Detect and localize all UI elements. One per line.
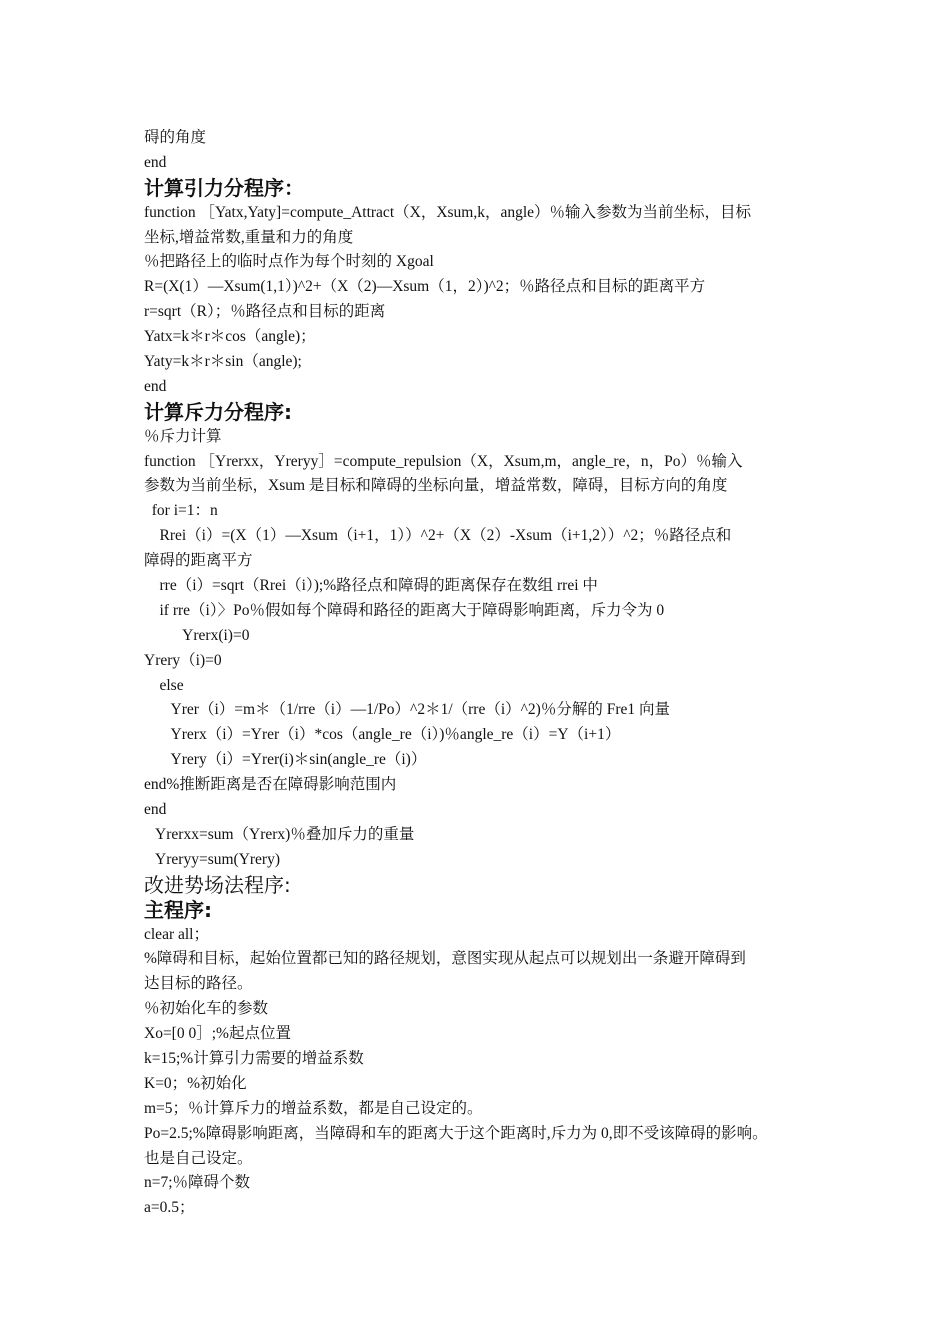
code-line: 碍的角度 xyxy=(144,129,207,146)
code-line: Po=2.5;%障碍影响距离，当障碍和车的距离大于这个距离时,斥力为 0,即不受该障碍的影响。 xyxy=(144,1124,768,1142)
code-line: m=5；％计算斥力的增益系数，都是自己设定的。 xyxy=(144,1099,483,1117)
code-line: Yrerx（i）=Yrer（i）*cos（angle_re（i）)％angle_re（i）=Y（i+1） xyxy=(144,726,621,744)
section-heading: 改进势场法程序: xyxy=(144,872,291,897)
code-line: Yrerx(i)=0 xyxy=(144,626,250,644)
code-line: 达目标的路径。 xyxy=(144,975,253,993)
code-line: Yaty=k＊r＊sin（angle); xyxy=(144,353,302,371)
code-line: R=(X(1）—Xsum(1,1）)^2+（X（2)—Xsum（1，2）)^2；％路径点和目标的距离平方 xyxy=(144,278,706,296)
code-line: if rre（i）〉Po％假如每个障碍和路径的距离大于障碍影响距离，斥力令为 0 xyxy=(144,601,665,619)
code-line: function ［Yrerxx，Yreryy］=compute_repulsion（X，Xsum,m，angle_re，n，Po）％输入 xyxy=(144,452,743,470)
code-line: K=0；%初始化 xyxy=(144,1074,247,1092)
code-line: end xyxy=(144,377,167,395)
code-line: end xyxy=(144,801,167,819)
code-line: ％斥力计算 xyxy=(144,427,222,445)
code-line: end xyxy=(144,153,167,171)
document-page xyxy=(144,126,834,1221)
code-line: 也是自己设定。 xyxy=(144,1149,253,1167)
code-line: a=0.5； xyxy=(144,1199,195,1217)
code-line: Yrery（i)=0 xyxy=(144,651,222,669)
code-line: for i=1：n xyxy=(144,502,218,520)
code-line: Rrei（i）=(X（1）—Xsum（i+1，1））^2+（X（2）-Xsum（i+1,2））^2；％路径点和 xyxy=(144,527,732,545)
code-line: Xo=[0 0］;%起点位置 xyxy=(144,1025,291,1043)
code-line: Yrerxx=sum（Yrerx)％叠加斥力的重量 xyxy=(144,825,415,843)
code-line: ％初始化车的参数 xyxy=(144,1000,269,1018)
code-line: 坐标,增益常数,重量和力的角度 xyxy=(144,228,354,246)
code-line: Yatx=k＊r＊cos（angle)； xyxy=(144,328,316,346)
code-line: %障碍和目标，起始位置都已知的路径规划，意图实现从起点可以规划出一条避开障碍到 xyxy=(144,950,746,968)
code-line: else xyxy=(144,676,184,694)
section-heading: 主程序: xyxy=(144,897,212,922)
code-line: function ［Yatx,Yaty]=compute_Attract（X，Xsum,k，angle）％输入参数为当前坐标，目标 xyxy=(144,203,752,221)
code-line: n=7;％障碍个数 xyxy=(144,1174,251,1192)
code-line: clear all； xyxy=(144,925,209,943)
section-heading: 计算引力分程序： xyxy=(144,175,304,200)
code-line: rre（i）=sqrt（Rrei（i）);%路径点和障碍的距离保存在数组 rrei 中 xyxy=(144,577,598,595)
code-line: end%推断距离是否在障碍影响范围内 xyxy=(144,776,397,794)
code-line: Yrer（i）=m＊（1/rre（i）—1/Po）^2＊1/（rre（i）^2)％分解的 Fre1 向量 xyxy=(144,701,670,719)
code-line: r=sqrt（R）；％路径点和目标的距离 xyxy=(144,303,386,321)
code-line: 参数为当前坐标，Xsum 是目标和障碍的坐标向量，增益常数，障碍，目标方向的角度 xyxy=(144,477,728,495)
code-line: Yreryy=sum(Yrery) xyxy=(144,850,280,868)
section-heading: 计算斥力分程序: xyxy=(144,399,292,424)
code-line: ％把路径上的临时点作为每个时刻的 Xgoal xyxy=(144,253,434,271)
code-line: 障碍的距离平方 xyxy=(144,552,253,570)
code-line: k=15;%计算引力需要的增益系数 xyxy=(144,1049,364,1067)
code-line: Yrery（i）=Yrer(i)＊sin(angle_re（i)） xyxy=(144,751,427,769)
